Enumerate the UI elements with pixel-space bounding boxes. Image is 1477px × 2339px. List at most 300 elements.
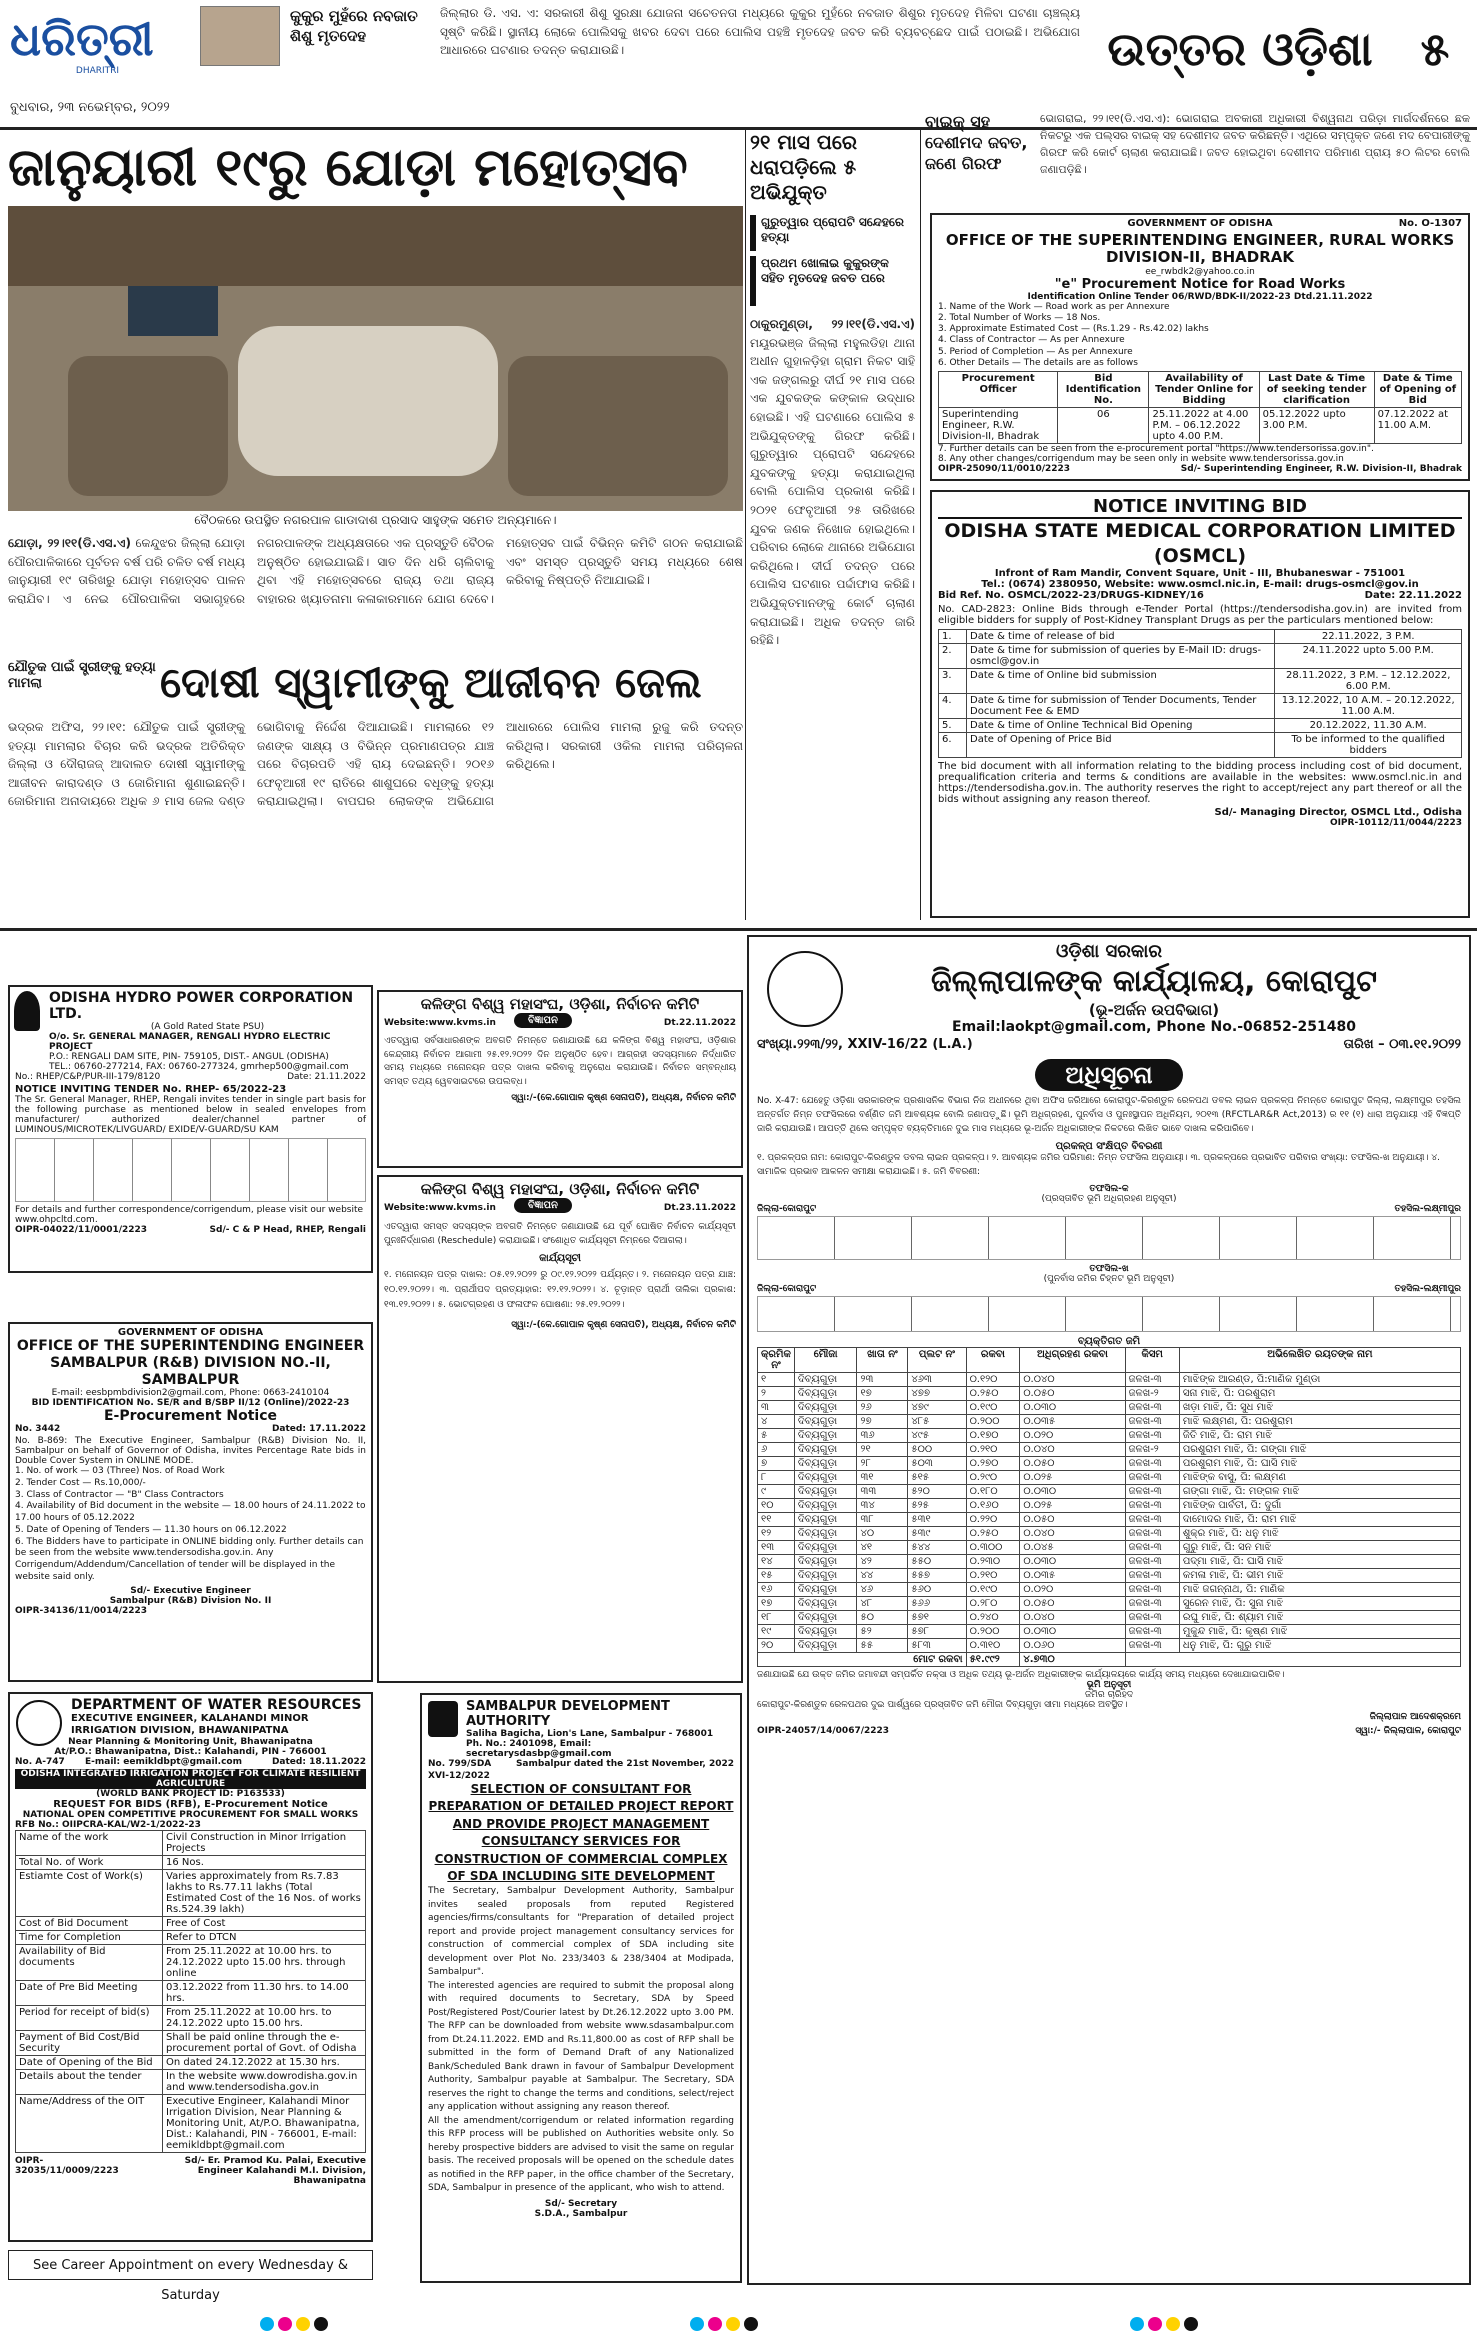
land-cell: ଜଳଖ-୩: [1125, 1484, 1179, 1498]
srb-email: E-mail: eesbpmbdivision2@gmail.com, Phone: 0663-2410104: [51, 1388, 330, 1399]
osmcl-contact: Tel.: (0674) 2380950, Website: www.osmcl.nic.in, E-mail: drugs-osmcl@gov.in: [981, 579, 1419, 591]
land-cell: ଜଳଖ-୩: [1125, 1512, 1179, 1526]
osmcl-particular: Date & time for submission of queries by E-Mail ID: drugs-osmcl@gov.in: [967, 644, 1275, 669]
dowr-date: Dated: 18.11.2022: [271, 1757, 366, 1767]
land-row: [758, 1442, 1461, 1456]
land-cell: ଦିବ୍ୟଗୁଡ଼ା: [794, 1372, 857, 1386]
land-cell: ଜଳଖ-୩: [1125, 1428, 1179, 1442]
land-total-label: ମୋଟ ରକବା: [758, 1652, 967, 1666]
rw-item: 5. Period of Completion — As per Annexure: [938, 346, 1133, 357]
dowr-key: Details about the tender: [16, 2070, 163, 2095]
kvms1-body: ଏତଦ୍ୱାରା ସର୍ବସାଧାରଣଙ୍କ ଅବଗତି ନିମନ୍ତେ ଜଣାଯାଉଛି ଯେ କଳିଙ୍ଗ ବିଶ୍ୱ ମହାସଂଘ, ଓଡ଼ିଶାର କେନ୍ଦ୍ରୀୟ ନିର୍ବାଚନ ଆଗାମୀ ୨୫.୧୨.୨୦୨୨ ଦିନ ଅନୁଷ୍ଠିତ ହେବ। ଆଗ୍ରହୀ ସଦସ୍ୟମାନେ ନିର୍ଦ୍ଧାରିତ ସମୟ ମଧ୍ୟରେ ମନୋନୟନ ପତ୍ର ଦାଖଲ କରିବାକୁ ଅନୁରୋଧ କରାଯାଉଛି। ନିର୍ବାଚନ ସମ୍ବନ୍ଧୀୟ ସମସ୍ତ ତଥ୍ୟ ୱେବସାଇଟରେ ଉପଲବ୍ଧ।: [384, 1036, 736, 1087]
srb-item: 5. Date of Opening of Tenders — 11.30 hours on 06.12.2022: [15, 1524, 287, 1535]
rw-th: Last Date & Time of seeking tender clarification: [1259, 372, 1374, 408]
land-cell: ୩: [758, 1400, 795, 1414]
land-cell: ଦିବ୍ୟଗୁଡ଼ା: [794, 1400, 857, 1414]
land-cell: ୦.୦୩୦: [1020, 1624, 1125, 1638]
people-left: [68, 356, 228, 496]
land-cell: ୦.୩୦୦: [966, 1540, 1020, 1554]
land-row: [758, 1582, 1461, 1596]
dowr-val: In the website www.dowrodisha.gov.in and www.tendersodisha.gov.in: [163, 2070, 366, 2095]
page-number: ୫: [1420, 22, 1450, 76]
side-kicker: ୨୧ ମାସ ପରେ ଧରାପଡ଼ିଲେ ୫ ଅଭିଯୁକ୍ତ: [750, 130, 858, 204]
sda-body-3: All the amendment/corrigendum or related information regarding this RFP process will be published on Authorities website only. So hereby prospective bidders are advised to visit the same on regular basis. The received proposals will be opened on the schedule dates as notified in the RFP paper, in the office chamber of the Secretary, SDA, Sambalpur in presence of the applicant, who wish to attend.: [428, 2115, 734, 2194]
koraput-project-body: ୧. ପ୍ରକଳ୍ପର ନାମ: କୋରାପୁଟ-କିରଣ୍ଡୁଳ ଡବଲ ଲାଇନ ପ୍ରକଳ୍ପ। ୨. ଆବଶ୍ୟକ ଜମିର ପରିମାଣ: ନିମ୍ନ ତଫସିଲ ଅନୁଯାୟୀ। ୩. ପ୍ରକଳ୍ପରେ ପ୍ରଭାବିତ ପରିବାର ସଂଖ୍ୟା: ତଫସିଲ-ଖ ଅନୁଯାୟୀ। ୪. ସାମାଜିକ ପ୍ରଭାବ ଆକଳନ ସମୀକ୍ଷା କରାଯାଇଛି। ୫. ଜମି ବିବରଣୀ:: [757, 1152, 1440, 1177]
srb-notice: E-Procurement Notice: [103, 1408, 278, 1425]
reg-cyan: [690, 2317, 704, 2331]
land-cell: ମାଝି ଜଗନ୍ନାଥ, ପି: ମାଣିକ: [1179, 1582, 1460, 1596]
land-cell: ୫୮୩: [908, 1638, 966, 1652]
land-cell: ୧୨: [758, 1526, 795, 1540]
land-cell: ୪୨: [857, 1554, 908, 1568]
land-row: [758, 1400, 1461, 1414]
koraput-annex: ଭୂମି ଅନୁସୂଚୀ: [1086, 1679, 1132, 1690]
land-cell: ୦.୦୩୫: [1020, 1568, 1125, 1582]
rw-td: 05.12.2022 upto 3.00 P.M.: [1259, 408, 1374, 444]
land-cell: ଜଳଖ-୩: [1125, 1372, 1179, 1386]
land-row: [758, 1484, 1461, 1498]
land-cell: ୨୭: [857, 1414, 908, 1428]
land-cell: ୧୧: [758, 1512, 795, 1526]
koraput-project-title: ପ୍ରକଳ୍ପ ସଂକ୍ଷିପ୍ତ ବିବରଣୀ: [1055, 1140, 1163, 1152]
land-cell: ଦିବ୍ୟଗୁଡ଼ା: [794, 1568, 857, 1582]
wall-panel: [8, 206, 743, 286]
land-cell: ୧୫: [758, 1568, 795, 1582]
kvms2-schedule: ୧. ମନୋନୟନ ପତ୍ର ଦାଖଲ: ୦୫.୧୨.୨୦୨୨ ରୁ ୦୯.୧୨.୨୦୨୨ ପର୍ଯ୍ୟନ୍ତ। ୨. ମନୋନୟନ ପତ୍ର ଯାଞ୍ଚ: ୧୦.୧୨.୨୦୨୨। ୩. ପ୍ରାର୍ଥୀପଦ ପ୍ରତ୍ୟାହାର: ୧୨.୧୨.୨୦୨୨। ୪. ଚୂଡ଼ାନ୍ତ ପ୍ରାର୍ଥୀ ତାଲିକା ପ୍ରକାଶ: ୧୩.୧୨.୨୦୨୨। ୫. ଭୋଟଗ୍ରହଣ ଓ ଫଳାଫଳ ଘୋଷଣା: ୨୫.୧୨.୨୦୨୨।: [384, 1269, 736, 1311]
second-body: ଭଦ୍ରକ ଅଫିସ, ୨୨।୧୧: ଯୌତୁକ ପାଇଁ ସ୍ତ୍ରୀଙ୍କୁ ହତ୍ୟା ମାମଲାର ବିଚାର କରି ଭଦ୍ରକ ଅତିରିକ୍ତ ଜିଲ୍ଲା ଓ ଦୌରାଜଜ୍ ଆଦାଲତ ଦୋଷୀ ସ୍ୱାମୀଙ୍କୁ ଆଜୀବନ କାରାଦଣ୍ଡ ଓ ଜୋରିମାନା ଶୁଣାଇଛନ୍ତି। ଜୋରିମାନା ଅନାଦାୟରେ ଅଧିକ ୬ ମାସ ଜେଲ ଦଣ୍ଡ ଭୋଗିବାକୁ ନିର୍ଦ୍ଦେଶ ଦିଆଯାଇଛି। ମାମଲାରେ ୧୨ ଜଣଙ୍କ ସାକ୍ଷ୍ୟ ଓ ବିଭିନ୍ନ ପ୍ରମାଣପତ୍ର ଯାଞ୍ଚ ପରେ ବିଚାରପତି ଏହି ରାୟ ଦେଇଛନ୍ତି। ୨୦୧୬ ଫେବୃଆରୀ ୧୯ ରାତିରେ ଶାଶୁଘରେ ବଧୂଙ୍କୁ ହତ୍ୟା କରାଯାଇଥିଲା। ବାପଘର ଲୋକଙ୍କ ଅଭିଯୋଗ ଆଧାରରେ ପୋଲିସ ମାମଲା ରୁଜୁ କରି ତଦନ୍ତ କରିଥିଲା। ସରକାରୀ ଓକିଲ ମାମଲା ପରିଚାଳନା କରିଥିଲେ।: [8, 720, 743, 809]
koraput-gov: ଓଡ଼ିଶା ସରକାର: [1056, 941, 1162, 962]
land-cell: ୦.୦୬୦: [1020, 1638, 1125, 1652]
land-cell: ୦.୩୧୦: [966, 1638, 1020, 1652]
koraput-sign-1: ଜିଲ୍ଲାପାଳ ଆଦେଶକ୍ରମେ: [1369, 1711, 1461, 1722]
dowr-rfb: REQUEST FOR BIDS (RFB), E-Procurement Notice: [53, 1799, 328, 1810]
land-cell: ୦.୦୨୦: [1020, 1428, 1125, 1442]
land-cell: ୩୩: [857, 1484, 908, 1498]
rw-item: 2. Total Number of Works — 18 Nos.: [938, 312, 1101, 323]
kvms1-sign: ସ୍ୱା:/-(କେ.ଗୋପାଳ କୃଷ୍ଣ ସେନାପତି), ଅଧ୍ୟକ୍ଷ, ନିର୍ବାଚନ କମିଟି: [511, 1093, 736, 1103]
land-cell: ମାଝିଙ୍କ ଆରଣ୍ଡ, ପି:ମାଣିକ ମୁଣ୍ଡା: [1179, 1372, 1460, 1386]
land-cell: ପରଶୁରାମ ମାଝି, ପି: ଗଙ୍ଗା ମାଝି: [1179, 1442, 1460, 1456]
rw-note-7: 7. Further details can be seen from the e-procurement portal "https://www.tendersorissa.gov.in".: [938, 444, 1374, 454]
land-cell: ୬: [758, 1442, 795, 1456]
land-cell: ଖଡ଼ା ମାଝି, ପି: ସୁଧ ମାଝି: [1179, 1400, 1460, 1414]
ohpc-tel: TEL.: 06760-277214, FAX: 06760-277324, gmrhep500@gmail.com: [49, 1062, 349, 1072]
land-cell: ଦିବ୍ୟଗୁଡ଼ା: [794, 1596, 857, 1610]
dowr-rfb-no: RFB No.: OIIPCRA-KAL/W2-1/2022-23: [15, 1820, 201, 1830]
bike-body: ଭୋଗରାଇ, ୨୨।୧୧(ଡି.ଏସ.ଏ): ଭୋଗରାଇ ଅବକାରୀ ଅଧିକାରୀ ବିଶ୍ୱନାଥ ପରିଡ଼ା ମାର୍ଗଦର୍ଶନରେ ଛକ ନିକଟରୁ ଏକ ପଲ୍ସର ବାଇକ୍ ସହ ଦେଶୀମଦ ଜବତ କରିଛନ୍ତି। ଏଥିରେ ସମ୍ପୃକ୍ତ ଜଣେ ମଦ ବେପାରୀଙ୍କୁ ଗିରଫ କରି କୋର୍ଟ ଚାଲାଣ କରାଯାଇଛି। ଜବତ ହୋଇଥିବା ଦେଶୀମଦ ପରିମାଣ ପ୍ରାୟ ୫୦ ଲିଟର ବୋଲି ଜଣାପଡ଼ିଛି।: [1040, 112, 1470, 177]
sda-no: No. 799/SDA: [428, 1759, 492, 1769]
land-cell: ୦.୨୮୦: [966, 1596, 1020, 1610]
osmcl-intro: No. CAD-2823: Online Bids through e-Tender Portal (https://tendersodisha.gov.in) are invited from eligible bidders for supply of Post-Kidney Transplant Drugs as per the particulars mentioned below:: [938, 604, 1462, 627]
land-cell: ୯: [758, 1484, 795, 1498]
land-row: [758, 1470, 1461, 1484]
land-cell: ସନା ମାଝି, ପି: ପରଶୁରାମ: [1179, 1386, 1460, 1400]
ohpc-addr: P.O.: RENGALI DAM SITE, PIN- 759105, DIST.- ANGUL (ODISHA): [49, 1052, 329, 1062]
dowr-key: Time for Completion: [16, 1931, 163, 1945]
land-cell: ୭: [758, 1456, 795, 1470]
osmcl-datetime: 24.11.2022 upto 5.00 P.M.: [1275, 644, 1462, 669]
side-dateline: ଠାକୁରମୁଣ୍ଡା, ୨୨।୧୧(ଡି.ଏସ.ଏ): [750, 317, 915, 331]
sda-heading: SELECTION OF CONSULTANT FOR PREPARATION OF DETAILED PROJECT REPORT AND PROVIDE PROJECT MANAGEMENT CONSULTANCY SERVICES FOR CONSTRUCTION OF COMMERCIAL COMPLEX OF SDA INCLUDING SITE DEVELOPMENT: [428, 1782, 734, 1883]
land-cell: ୦.୨୦୦: [966, 1624, 1020, 1638]
srb-body: No. B-869: The Executive Engineer, Sambalpur (R&B) Division No. II, Sambalpur on behalf of Governor of Odisha, invites Percentage Rate bids in Double Cover System in ONLINE MODE.: [15, 1436, 366, 1467]
land-th: ଖାତା ନଂ: [857, 1347, 908, 1372]
dowr-sign: Sd/- Er. Pramod Ku. Palai, Executive Engineer Kalahandi M.I. Division, Bhawanipatna: [184, 2156, 366, 2186]
osmcl-oipr: OIPR-10112/11/0044/2223: [1329, 818, 1462, 829]
dowr-key: Estiamte Cost of Work(s): [16, 1870, 163, 1917]
koraput-email: Email:laokpt@gmail.com, Phone No.-06852-251480: [952, 1019, 1356, 1035]
sda-body-2: The interested agencies are required to submit the proposal along with required documents to Secretary, SDA by Speed Post/Registered Post/Courier latest by Dt.26.12.2022 upto 3.00 PM. The RFP can be downloaded from website www.sdasambalpur.com from Dt.24.11.2022. EMD and Rs.11,800.00 as cost of RFP shall be submitted in the form of Demand Draft of any Nationalized Bank/Scheduled Bank drawn in favour of Sambalpur Development Authority, Sambalpur payable at Sambalpur. The Secretary, SDA reserves the right to change the terms and conditions, select/reject any application without assigning any reason thereof.: [428, 1980, 734, 2113]
land-cell: ୦.୧୬୦: [966, 1498, 1020, 1512]
land-th: କିସମ: [1125, 1347, 1179, 1372]
land-cell: ୦.୦୫୦: [1020, 1596, 1125, 1610]
rw-td: 25.11.2022 at 4.00 P.M. – 06.12.2022 upto 4.00 P.M.: [1149, 408, 1259, 444]
ad-kvms-1: [377, 990, 743, 1168]
land-cell: ୫: [758, 1428, 795, 1442]
dowr-no: No. A-747: [15, 1757, 65, 1767]
reg-yellow: [726, 2317, 740, 2331]
land-cell: ୪୪: [857, 1568, 908, 1582]
rw-sign: Sd/- Superintending Engineer, R.W. Division-II, Bhadrak: [1180, 464, 1462, 474]
dowr-val: Varies approximately from Rs.7.83 lakhs to Rs.77.11 lakhs (Total Estimated Cost of the 16 Nos. of works Rs.524.39 lakh): [163, 1870, 366, 1917]
koraput-badge: ଅଧିସୂଚନା: [1035, 1059, 1182, 1091]
land-cell: ୪୮୫: [908, 1414, 966, 1428]
land-cell: ଦିବ୍ୟଗୁଡ଼ା: [794, 1610, 857, 1624]
dowr-key: Cost of Bid Document: [16, 1917, 163, 1931]
land-cell: ୦.୦୩୦: [1020, 1554, 1125, 1568]
osmcl-datetime: 13.12.2022, 10 A.M. – 20.12.2022, 11.00 A.M.: [1275, 694, 1462, 719]
sda-dated: Sambalpur dated the 21st November, 2022: [515, 1759, 734, 1769]
rw-gov: GOVERNMENT OF ODISHA: [1127, 218, 1273, 229]
land-cell: ୪: [758, 1414, 795, 1428]
rw-title: "e" Procurement Notice for Road Works: [1054, 276, 1346, 292]
lead-headline: ଜାନୁୟାରୀ ୧୯ରୁ ଯୋଡ଼ା ମହୋତ୍ସବ: [8, 138, 688, 198]
koraput-body: No. X-47: ଯେହେତୁ ଓଡ଼ିଶା ସରକାରଙ୍କ ପ୍ରଶାସନିକ ବିଭାଗ ନିଜ ଅଧୀନରେ ଥିବା ଅଫିସ ଜରିଆରେ କୋରାପୁଟ-କିରଣ୍ଡୁଳ ରେଳପଥ ଡବଲ ଲାଇନ ପ୍ରକଳ୍ପ ନିମନ୍ତେ କୋରାପୁଟ ଜିଲ୍ଲା, ଲକ୍ଷ୍ମୀପୁର ତହସିଲ ଅନ୍ତର୍ଗତ ନିମ୍ନ ତଫସିଲରେ ବର୍ଣ୍ଣିତ ଜମି ଆବଶ୍ୟକ ବୋଲି ଜଣାପଡ଼ୁଛି। ଭୂମି ଅଧିଗ୍ରହଣ, ପୁନର୍ବାସ ଓ ପୁନଃସ୍ଥାପନ ଅଧିନିୟମ, ୨୦୧୩ (RFCTLAR&R Act,2013) ର ୧୧ (୧) ଧାରା ଅନୁଯାୟୀ ଏହି ବିଜ୍ଞପ୍ତି ଜାରି କରାଯାଉଛି। ଆପତ୍ତି ଥିଲେ ସମ୍ପୃକ୍ତ ବ୍ୟକ୍ତିମାନେ ଦୁଇ ମାସ ମଧ୍ୟରେ ଭୂ-ଅର୍ଜନ ଅଧିକାରୀଙ୍କ ନିକଟରେ ଲିଖିତ ଭାବେ ଦାଖଲ କରିପାରିବେ।: [757, 1096, 1461, 1134]
ad-sda: [420, 1693, 742, 2283]
land-cell: ଜଳଖ-୩: [1125, 1638, 1179, 1652]
rw-th: Date & Time of Opening of Bid: [1374, 372, 1461, 408]
land-cell: ୦.୦୩୦: [1020, 1484, 1125, 1498]
sda-ph: Ph. No.: 2401098, Email: secretarysdasbp@gmail.com: [466, 1739, 612, 1759]
land-cell: ୧: [758, 1372, 795, 1386]
land-row: [758, 1568, 1461, 1582]
land-cell: ୫୭୧: [908, 1610, 966, 1624]
land-cell: ୩୪: [857, 1498, 908, 1512]
land-cell: ୫୨: [857, 1624, 908, 1638]
land-cell: ଜଳଖ-୩: [1125, 1610, 1179, 1624]
land-cell: ଦିବ୍ୟଗୁଡ଼ା: [794, 1442, 857, 1456]
land-cell: ୨୬: [857, 1400, 908, 1414]
reg-marks-1: [260, 2316, 360, 2334]
land-cell: ୦.୦୩୫: [1020, 1414, 1125, 1428]
land-cell: ଜଳଖ-୩: [1125, 1624, 1179, 1638]
land-table-body: [758, 1372, 1461, 1652]
land-cell: ୩୧: [857, 1470, 908, 1484]
dowr-key: Payment of Bid Cost/Bid Security: [16, 2031, 163, 2056]
kvms2-title: କଳିଙ୍ଗ ବିଶ୍ୱ ମହାସଂଘ, ଓଡ଼ିଶା, ନିର୍ବାଚନ କମିଟି: [420, 1180, 700, 1198]
land-cell: ଦିବ୍ୟଗୁଡ଼ା: [794, 1638, 857, 1652]
koraput-ref: ସଂଖ୍ୟା.୨୨୩/୨୨, XXIV-16/22 (L.A.): [757, 1037, 973, 1052]
land-cell: ୧୭: [758, 1596, 795, 1610]
dowr-unit: Near Planning & Monitoring Unit, Bhawanipatna: [68, 1737, 313, 1747]
land-row: [758, 1638, 1461, 1652]
dowr-email: E-mail: eemikldbpt@gmail.com: [85, 1757, 242, 1767]
sda-title: SAMBALPUR DEVELOPMENT AUTHORITY: [466, 1699, 670, 1729]
sched-b-title: ତଫସିଲ-ଖ: [1089, 1263, 1129, 1274]
land-total-value: ୫୧.୯୯୨: [966, 1652, 1020, 1666]
land-cell: ୫୫୭: [908, 1568, 966, 1582]
rw-note-8: 8. Any other changes/corrigendum may be seen only in website www.tendersorissa.gov.in: [938, 454, 1344, 464]
land-cell: ୦.୦୪୦: [1020, 1442, 1125, 1456]
land-cell: ଜଳଖ-୨: [1125, 1442, 1179, 1456]
land-cell: ୦.୧୭୦: [966, 1428, 1020, 1442]
land-cell: ୦.୨୫୦: [966, 1526, 1020, 1540]
land-cell: ଦିବ୍ୟଗୁଡ଼ା: [794, 1484, 857, 1498]
land-row: [758, 1526, 1461, 1540]
dowr-val: From 25.11.2022 at 10.00 hrs. to 24.12.2022 upto 15.00 hrs.: [163, 2006, 366, 2031]
land-cell: ୦.୦୪୦: [1020, 1526, 1125, 1540]
srb-items: [15, 1466, 366, 1583]
sched-b-table: [757, 1296, 1461, 1332]
land-row: [758, 1624, 1461, 1638]
dowr-val: From 25.11.2022 at 10.00 hrs. to 24.12.2022 upto 15.00 hrs. through online: [163, 1945, 366, 1981]
dowr-key: Total No. of Work: [16, 1856, 163, 1870]
dowr-project: ODISHA INTEGRATED IRRIGATION PROJECT FOR CLIMATE RESILIENT AGRICULTURE: [15, 1769, 366, 1789]
ohpc-ref: No.: RHEP/C&P/PUR-III-179/8120: [15, 1072, 161, 1082]
sched-a-district: ଜିଲ୍ଲା-କୋରାପୁଟ: [757, 1203, 817, 1214]
land-cell: ୧୮: [758, 1610, 795, 1624]
osmcl-sl: 1.: [939, 630, 967, 644]
land-th: ପ୍ଲଟ ନଂ: [908, 1347, 966, 1372]
side-bullet-1: ଗୁରୁତ୍ୱାର ପ୍ରୋପଟି ସନ୍ଦେହରେ ହତ୍ୟା: [750, 215, 915, 251]
rw-office: OFFICE OF THE SUPERINTENDING ENGINEER, RURAL WORKS DIVISION-II, BHADRAK: [945, 231, 1455, 267]
land-row: [758, 1596, 1461, 1610]
ohpc-sub: (A Gold Rated State PSU): [150, 1022, 265, 1032]
land-cell: ଦିବ୍ୟଗୁଡ଼ା: [794, 1498, 857, 1512]
land-cell: ଜଳଖ-୩: [1125, 1400, 1179, 1414]
land-cell: ୫୬୦: [908, 1582, 966, 1596]
dowr-key: Name/Address of the OIT: [16, 2095, 163, 2153]
color-registration: [0, 2310, 1477, 2339]
land-cell: ୦.୦୪୦: [1020, 1610, 1125, 1624]
osmcl-particular: Date of Opening of Price Bid: [967, 733, 1275, 758]
land-cell: ୫୭୮: [908, 1624, 966, 1638]
land-cell: ଧନୁ ମାଝି, ପି: ଗୁରୁ ମାଝି: [1179, 1638, 1460, 1652]
sched-a-tahasil: ତହସିଲ-ଲକ୍ଷ୍ମୀପୁର: [1394, 1203, 1461, 1214]
osmcl-address: Infront of Ram Mandir, Convent Square, Unit - III, Bhubaneswar - 751001: [994, 568, 1406, 580]
land-cell: ୦.୦୫୦: [1020, 1512, 1125, 1526]
reg-yellow: [296, 2317, 310, 2331]
osmcl-sl: 3.: [939, 669, 967, 694]
land-cell: ୧୯: [758, 1624, 795, 1638]
land-row: [758, 1498, 1461, 1512]
rw-th: Bid Identification No.: [1058, 372, 1149, 408]
land-cell: ୦.୨୧୦: [966, 1442, 1020, 1456]
land-cell: ମାଝିଙ୍କ ପାର୍ବତୀ, ପି: ଦୁର୍ଗା: [1179, 1498, 1460, 1512]
koraput-note: ଜଣାଯାଇଛି ଯେ ଉକ୍ତ ଜମିର ଜମାବନ୍ଦୀ ସମ୍ପର୍କିତ ନକ୍ସା ଓ ଅଧିକ ତଥ୍ୟ ଭୂ-ଅର୍ଜନ ଅଧିକାରୀଙ୍କ କାର୍ଯ୍ୟାଳୟରେ କାର୍ଯ୍ୟ ସମୟ ମଧ୍ୟରେ ଦେଖାଯାଇପାରିବ।: [757, 1669, 1285, 1680]
reg-magenta: [708, 2317, 722, 2331]
land-table: [757, 1347, 1461, 1667]
land-cell: ୦.୦୨୦: [1020, 1582, 1125, 1596]
rw-th: Procurement Officer: [939, 372, 1058, 408]
land-cell: ୦.୦୪୫: [1020, 1540, 1125, 1554]
osmcl-datetime: 28.11.2022, 3 P.M. – 12.12.2022, 6.00 P.M.: [1275, 669, 1462, 694]
srb-item: 3. Class of Contractor — "B" Class Contractors: [15, 1489, 224, 1500]
dowr-val: On dated 24.12.2022 at 15.30 hrs.: [163, 2056, 366, 2070]
sda-body-1: The Secretary, Sambalpur Development Authority, Sambalpur invites sealed proposals from reputed Registered agencies/firms/consultants for "Preparation of detailed project report and provide project management consultancy services for construction of commercial complex of SDA including site development over Plot No. 233/3403 & 238/3404 at Modipada, Sambalpur".: [428, 1886, 734, 1978]
individual-title: ବ୍ୟକ୍ତିଗତ ଜମି: [1077, 1335, 1141, 1347]
land-cell: ୧୭: [857, 1386, 908, 1400]
land-cell: ଜଳଖ-୩: [1125, 1540, 1179, 1554]
reg-marks-3: [1130, 2316, 1230, 2334]
land-cell: ଦାମୋଦର ମାଝି, ପି: ରାମ ମାଝି: [1179, 1512, 1460, 1526]
land-row: [758, 1372, 1461, 1386]
kvms2-sign: ସ୍ୱା:/-(କେ.ଗୋପାଳ କୃଷ୍ଣ ସେନାପତି), ଅଧ୍ୟକ୍ଷ, ନିର୍ବାଚନ କମିଟି: [511, 1319, 736, 1330]
logo-sub: DHARITRI: [75, 66, 120, 76]
kvms2-website: Website:www.kvms.in: [384, 1203, 496, 1213]
dowr-key: Period for receipt of bid(s): [16, 2006, 163, 2031]
land-cell: ମାଝି ଲକ୍ଷ୍ମଣ, ପି: ପରଶୁରାମ: [1179, 1414, 1460, 1428]
osmcl-particular: Date & time of Online Technical Bid Opening: [967, 719, 1275, 733]
land-cell: ପଦ୍ମା ମାଝି, ପି: ଘାସି ମାଝି: [1179, 1554, 1460, 1568]
rw-td: 06: [1058, 408, 1149, 444]
land-cell: ୪୦: [857, 1526, 908, 1540]
dowr-key: Availability of Bid documents: [16, 1945, 163, 1981]
side-bullet-2: ପ୍ରଥମ ଖୋଳାଇ କୁକୁରଙ୍କ ସହିତ ମୃତଦେହ ଜବତ ପରେ: [750, 256, 915, 306]
land-cell: ମୁକୁନ୍ଦ ମାଝି, ପି: କୃଷ୍ଣ ମାଝି: [1179, 1624, 1460, 1638]
osmcl-sl: 2.: [939, 644, 967, 669]
land-cell: ଦିବ୍ୟଗୁଡ଼ା: [794, 1540, 857, 1554]
side-body-text: ମୟୂରଭଞ୍ଜ ଜିଲ୍ଲା ମହୁଲଡିହା ଥାନା ଅଧୀନ ଗୁହାଳଡ଼ିହା ଗ୍ରାମ ନିକଟ ସାହି ଏକ ଜଙ୍ଗଲରୁ ଦୀର୍ଘ ୨୧ ମାସ ପରେ ଏକ ଯୁବକଙ୍କ କଙ୍କାଳ ଉଦ୍ଧାର ହୋଇଛି। ଏହି ଘଟଣାରେ ପୋଲିସ ୫ ଅଭିଯୁକ୍ତଙ୍କୁ ଗିରଫ କରିଛି। ଗୁରୁତ୍ୱାର ପ୍ରୋପଟି ସନ୍ଦେହରେ ଯୁବକଙ୍କୁ ହତ୍ୟା କରାଯାଇଥିଲା ବୋଲି ପୋଲିସ ପ୍ରକାଶ କରିଛି। ୨୦୨୧ ଫେବୃଆରୀ ୨୫ ତାରିଖରେ ଯୁବକ ଜଣକ ନିଖୋଜ ହୋଇଥିଲେ। ପରିବାର ଲୋକେ ଥାନାରେ ଅଭିଯୋଗ କରିଥିଲେ। ଦୀର୍ଘ ତଦନ୍ତ ପରେ ପୋଲିସ ଘଟଣାର ପର୍ଦ୍ଦାଫାସ କରିଛି। ଅଭିଯୁକ୍ତମାନଙ୍କୁ କୋର୍ଟ ଚାଲାଣ କରାଯାଇଛି। ଅଧିକ ତଦନ୍ତ ଜାରି ରହିଛି।: [750, 335, 915, 648]
ad-kvms-2: [377, 1175, 743, 1683]
dowr-val: Refer to DTCN: [163, 1931, 366, 1945]
rw-oipr: OIPR-25090/11/0010/2223: [938, 464, 1071, 474]
rw-items: [938, 302, 1462, 370]
ad-dowr: [8, 1692, 373, 2242]
sched-a-sub: (ପ୍ରସ୍ତାବିତ ଭୂମି ଅଧିଗ୍ରହଣ ଅନୁସୂଚୀ): [1041, 1193, 1177, 1204]
rw-email: ee_rwbdk2@yahoo.co.in: [1145, 266, 1255, 277]
ad-koraput: [747, 935, 1471, 2285]
land-cell: ୧୬: [758, 1582, 795, 1596]
reg-black: [314, 2317, 328, 2331]
land-cell: ଶୁକ୍ର ମାଝି, ପି: ଧନୁ ମାଝି: [1179, 1526, 1460, 1540]
land-cell: ୫୧୫: [908, 1470, 966, 1484]
land-cell: ୫୪୪: [908, 1540, 966, 1554]
osmcl-notice: NOTICE INVITING BID: [938, 496, 1462, 519]
land-cell: ଗଙ୍ଗା ମାଝି, ପି: ମଙ୍ଗଳ ମାଝି: [1179, 1484, 1460, 1498]
land-cell: ୧୦: [758, 1498, 795, 1512]
reg-black: [744, 2317, 758, 2331]
osmcl-datetime: 22.11.2022, 3 P.M.: [1275, 630, 1462, 644]
srb-item: 1. No. of work — 03 (Three) Nos. of Road Work: [15, 1466, 225, 1477]
dowr-sub: EXECUTIVE ENGINEER, KALAHANDI MINOR IRRIGATION DIVISION, BHAWANIPATNA: [71, 1713, 309, 1736]
land-cell: ୮: [758, 1470, 795, 1484]
osmcl-particular: Date & time of Online bid submission: [967, 669, 1275, 694]
ohpc-table: [15, 1138, 366, 1202]
masthead-date: ବୁଧବାର, ୨୩ ନଭେମ୍ବର, ୨୦୨୨: [10, 100, 170, 115]
land-cell: ୪୯୫: [908, 1428, 966, 1442]
land-row: [758, 1428, 1461, 1442]
land-cell: ୦.୧୨୦: [966, 1372, 1020, 1386]
osmcl-title: ODISHA STATE MEDICAL CORPORATION LIMITED (OSMCL): [944, 520, 1456, 567]
ohpc-footer: For details and further correspondence/corrigendum, please visit our website www.ohpcltd.com.: [15, 1205, 364, 1225]
reg-cyan: [1130, 2317, 1144, 2331]
land-cell: ୦.୦୪୦: [1020, 1372, 1125, 1386]
reg-cyan: [260, 2317, 274, 2331]
land-cell: ୫୦୩: [908, 1456, 966, 1470]
land-cell: ୫୩୯: [908, 1526, 966, 1540]
land-row: [758, 1456, 1461, 1470]
side-body: [750, 315, 915, 915]
second-kicker: ଯୌତୁକ ପାଇଁ ସ୍ତ୍ରୀଙ୍କୁ ହତ୍ୟା ମାମଲା: [8, 660, 156, 691]
sched-b-district: ଜିଲ୍ଲା-କୋରାପୁଟ: [757, 1283, 817, 1294]
ohpc-oipr: OIPR-04022/11/0001/2223: [15, 1225, 148, 1235]
ohpc-logo: [14, 991, 40, 1031]
sda-addr: Saliha Bagicha, Lion's Lane, Sambalpur - 768001: [466, 1729, 714, 1739]
dowr-val: Shall be paid online through the e-procurement portal of Govt. of Odisha: [163, 2031, 366, 2056]
kvms2-badge: ବିଜ୍ଞାପନ: [514, 1198, 572, 1213]
land-cell: ୨୦: [758, 1638, 795, 1652]
land-cell: ୨୧: [857, 1442, 908, 1456]
land-cell: ଜଳଖ-୩: [1125, 1596, 1179, 1610]
ad-ohpc: [8, 985, 373, 1273]
land-cell: ୫୩୧: [908, 1512, 966, 1526]
land-cell: ଗୁରୁ ମାଝି, ପି: ସନ ମାଝି: [1179, 1540, 1460, 1554]
land-cell: ୩୬: [857, 1428, 908, 1442]
lead-body-text: କେନ୍ଦୁଝର ଜିଲ୍ଲା ଯୋଡ଼ା ପୌରପାଳିକାରେ ପୂର୍ବତନ ବର୍ଷ ପରି ଚଳିତ ବର୍ଷ ମଧ୍ୟ ଜାନୁୟାରୀ ୧୯ ତାରିଖରୁ ଯୋଡ଼ା ମହୋତ୍ସବ ପାଳନ କରାଯିବ। ଏ ନେଇ ପୌରପାଳିକା ସଭାଗୃହରେ ନଗରପାଳଙ୍କ ଅଧ୍ୟକ୍ଷତାରେ ଏକ ପ୍ରସ୍ତୁତି ବୈଠକ ଅନୁଷ୍ଠିତ ହୋଇଯାଇଛି। ସାତ ଦିନ ଧରି ଚାଲିବାକୁ ଥିବା ଏହି ମହୋତ୍ସବରେ ରାଜ୍ୟ ତଥା ରାଜ୍ୟ ବାହାରର ଖ୍ୟାତନାମା କଳାକାରମାନେ ଯୋଗ ଦେବେ। ମହୋତ୍ସବ ପାଇଁ ବିଭିନ୍ନ କମିଟି ଗଠନ କରାଯାଇଛି ଏବଂ ସମସ୍ତ ପ୍ରସ୍ତୁତି ସମୟ ମଧ୍ୟରେ ଶେଷ କରିବାକୁ ନିଷ୍ପତ୍ତି ନିଆଯାଇଛି।: [8, 536, 743, 606]
land-cell: ଦିବ୍ୟଗୁଡ଼ା: [794, 1526, 857, 1540]
osmcl-body: The bid document with all information relating to the bidding process including cost of bid document, prequalification criteria and terms & conditions are available in the websites: www.osmcl.nic.in and https://tendersodisha.gov.in. The authority reserves the right to accept/reject any part thereof or all the bids without assigning any reason thereof.: [938, 761, 1462, 806]
ohpc-sign: Sd/- C & P Head, RHEP, Rengali: [209, 1225, 366, 1235]
land-cell: ୪୭୯: [908, 1400, 966, 1414]
land-cell: ୫୫: [857, 1638, 908, 1652]
land-cell: ଦିବ୍ୟଗୁଡ଼ା: [794, 1456, 857, 1470]
reg-magenta: [1148, 2317, 1162, 2331]
land-cell: ଜଳଖ-୩: [1125, 1470, 1179, 1484]
bike-kicker: ବାଇକ୍ ସହ ଦେଶୀମଦ ଜବତ, ଜଣେ ଗିରଫ: [925, 112, 1028, 173]
land-cell: ୦.୧୯୦: [966, 1582, 1020, 1596]
koraput-oipr: OIPR-24057/14/0067/2223: [757, 1725, 890, 1736]
land-cell: ସୁରେନ ମାଝି, ପି: ସୁନା ମାଝି: [1179, 1596, 1460, 1610]
dowr-val: Free of Cost: [163, 1917, 366, 1931]
rw-no: No. O-1307: [1398, 218, 1462, 229]
land-cell: ୫୫୦: [908, 1554, 966, 1568]
people-right: [508, 356, 728, 496]
osmcl-date: Date: 22.11.2022: [1364, 590, 1462, 602]
land-cell: ୨୩: [857, 1372, 908, 1386]
land-cell: ଜଳଖ-୩: [1125, 1456, 1179, 1470]
osmcl-datetime: 20.12.2022, 11.30 A.M.: [1275, 719, 1462, 733]
ohpc-notice: NOTICE INVITING TENDER No. RHEP- 65/2022-23: [15, 1084, 287, 1095]
dowr-key: Date of Opening of the Bid: [16, 2056, 163, 2070]
srb-item: 4. Availability of Bid document in the website — 18.00 hours of 24.11.2022 to 17.00 hours of 05.12.2022: [15, 1501, 366, 1524]
land-cell: ଦିବ୍ୟଗୁଡ଼ା: [794, 1512, 857, 1526]
srb-ident: BID IDENTIFICATION No. SE/R and B/SBP II/12 (Online)/2022-23: [31, 1398, 350, 1409]
rw-ident: Identification Online Tender 06/RWD/BDK-II/2022-23 Dtd.21.11.2022: [1027, 291, 1373, 302]
col-rule-2: [920, 130, 921, 920]
rw-td: 07.12.2022 at 11.00 A.M.: [1374, 408, 1461, 444]
ohpc-body: The Sr. General Manager, RHEP, Rengali invites tender in single part basis for the following purchase as mentioned below in sealed envelopes from manufacturer/ authorized dealer/channel partner of LUMINOUS/MICROTEK/LIVGUARD/ EXIDE/V-GUARD/SU KAM: [15, 1095, 366, 1135]
ohpc-title: ODISHA HYDRO POWER CORPORATION LTD.: [49, 990, 354, 1022]
sched-a-title: ତଫସିଲ-କ: [1089, 1183, 1129, 1194]
kvms2-date: Dt.23.11.2022: [663, 1203, 736, 1213]
reg-magenta: [278, 2317, 292, 2331]
footer-career: See Career Appointment on every Wednesday & Saturday: [8, 2250, 373, 2280]
osmcl-sl: 5.: [939, 719, 967, 733]
srb-item: 2. Tender Cost — Rs.10,000/-: [15, 1478, 146, 1489]
lead-photo-caption: ବୈଠକରେ ଉପସ୍ଥିତ ନଗରପାଳ ଗାଡାଦାଶ ପ୍ରସାଦ ସାହୁଙ୍କ ସମେତ ଅନ୍ୟମାନେ।: [194, 513, 557, 527]
land-cell: ୪୬୩: [908, 1372, 966, 1386]
